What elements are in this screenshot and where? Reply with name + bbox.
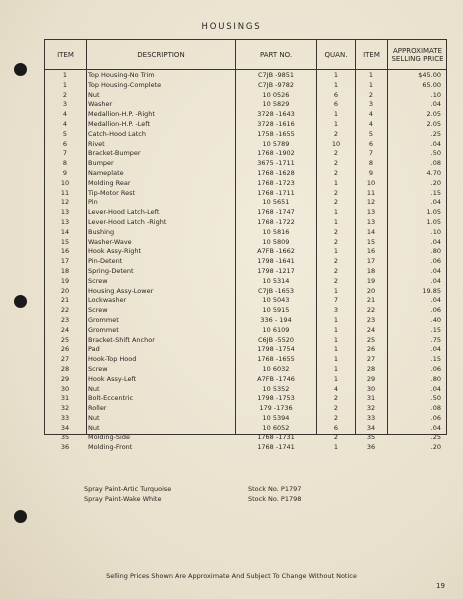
item-cell: 31	[60, 394, 70, 403]
description-cell: Pad	[88, 345, 100, 354]
table-row	[45, 336, 448, 346]
item-ref-cell: 36	[366, 443, 376, 452]
description-cell: Tip-Motor Rest	[88, 188, 136, 197]
price-cell: 1.05	[426, 208, 441, 217]
quantity-cell: 1	[333, 345, 339, 354]
price-cell: .06	[430, 257, 441, 266]
header-part-no: PART NO.	[259, 50, 293, 59]
price-cell: .20	[430, 443, 441, 452]
quantity-cell: 2	[333, 394, 339, 403]
table-row	[45, 306, 448, 316]
part-number-cell: 3728 -1643	[257, 110, 295, 119]
table-row	[45, 345, 448, 355]
description-cell: Grommet	[88, 325, 119, 334]
parts-table	[44, 39, 447, 452]
item-ref-cell: 25	[366, 335, 376, 344]
description-cell: Nut	[88, 413, 100, 422]
part-number-cell: 10 6109	[262, 325, 290, 334]
item-cell: 18	[60, 266, 70, 275]
part-number-cell: 10 6032	[262, 364, 290, 373]
quantity-cell: 2	[333, 404, 339, 413]
price-cell: .50	[430, 149, 441, 158]
part-number-cell: 1768 -1747	[257, 208, 295, 217]
description-cell: Hook Assy-Right	[88, 247, 142, 256]
table-row	[45, 120, 448, 130]
table-row	[45, 414, 448, 424]
price-cell: .04	[430, 296, 441, 305]
part-number-cell: A7FB -1746	[257, 374, 295, 383]
item-ref-cell: 1	[368, 71, 374, 79]
header-item-ref: ITEM	[363, 50, 380, 59]
item-ref-cell: 4	[368, 110, 374, 119]
price-cell: .04	[430, 266, 441, 275]
binder-hole-bottom	[14, 510, 27, 523]
item-ref-cell: 5	[368, 129, 374, 138]
description-cell: Bolt-Eccentric	[88, 394, 134, 403]
quantity-cell: 2	[333, 159, 339, 168]
table-row	[45, 287, 448, 297]
part-number-cell: 1798 -1754	[257, 345, 295, 354]
table-row	[45, 179, 448, 189]
item-cell: 20	[60, 286, 70, 295]
item-ref-cell: 15	[366, 237, 376, 246]
part-number-cell: 1798 -1641	[257, 257, 295, 266]
table-row	[45, 238, 448, 248]
quantity-cell: 1	[333, 119, 339, 128]
quantity-cell: 6	[333, 90, 339, 99]
table-row	[45, 110, 448, 120]
description-cell: Molding-Front	[88, 443, 133, 452]
description-cell: Rivet	[88, 139, 105, 148]
quantity-cell: 2	[333, 227, 339, 236]
item-cell: 24	[60, 325, 70, 334]
item-cell: 34	[60, 423, 70, 432]
part-number-cell: 10 5789	[262, 139, 290, 148]
item-cell: 30	[60, 384, 70, 393]
quantity-cell: 1	[333, 335, 339, 344]
item-ref-cell: 12	[366, 198, 376, 207]
item-cell: 32	[60, 404, 70, 413]
description-cell: Nut	[88, 90, 100, 99]
description-cell: Screw	[88, 276, 108, 285]
item-ref-cell: 10	[366, 178, 376, 187]
table-body	[45, 71, 448, 453]
quantity-cell: 1	[333, 286, 339, 295]
quantity-cell: 1	[333, 374, 339, 383]
table-row	[45, 277, 448, 287]
part-number-cell: 10 5651	[262, 198, 290, 207]
quantity-cell: 1	[333, 208, 339, 217]
header-quantity: QUAN.	[324, 50, 348, 59]
price-cell: .04	[430, 276, 441, 285]
item-ref-cell: 26	[366, 345, 376, 354]
description-cell: Pin	[88, 198, 98, 207]
description-cell: Catch-Hood Latch	[88, 129, 146, 138]
item-ref-cell: 27	[366, 355, 376, 364]
description-cell: Washer-Wave	[88, 237, 132, 246]
description-cell: Nut	[88, 384, 100, 393]
table-row	[45, 375, 448, 385]
description-cell: Bushing	[88, 227, 115, 236]
item-cell: 1	[62, 71, 68, 79]
item-cell: 5	[62, 129, 68, 138]
price-cell: .20	[430, 178, 441, 187]
item-cell: 35	[60, 433, 70, 442]
price-cell: $45.00	[418, 71, 441, 79]
item-cell: 17	[60, 257, 70, 266]
price-cell: .75	[430, 335, 441, 344]
quantity-cell: 7	[333, 296, 339, 305]
item-cell: 2	[62, 90, 68, 99]
header-selling-price: APPROXIMATE SELLING PRICE	[391, 46, 444, 63]
header-item: ITEM	[57, 50, 74, 59]
table-row	[45, 218, 448, 228]
table-row	[45, 404, 448, 414]
quantity-cell: 2	[333, 129, 339, 138]
table-row	[45, 189, 448, 199]
price-cell: .80	[430, 247, 441, 256]
table-row	[45, 267, 448, 277]
price-cell: .15	[430, 355, 441, 364]
part-number-cell: 1768 -1723	[257, 178, 295, 187]
description-cell: Bracket-Bumper	[88, 149, 141, 158]
item-cell: 13	[60, 217, 70, 226]
item-ref-cell: 35	[366, 433, 376, 442]
description-cell: Molding Rear	[88, 178, 131, 187]
item-cell: 4	[62, 110, 68, 119]
table-row	[45, 257, 448, 267]
part-number-cell: 10 0526	[262, 90, 290, 99]
description-cell: Screw	[88, 364, 108, 373]
table-row	[45, 385, 448, 395]
quantity-cell: 1	[333, 364, 339, 373]
table-row	[45, 91, 448, 101]
item-ref-cell: 29	[366, 374, 376, 383]
paint-stock-number: Stock No. P1798	[248, 495, 302, 503]
item-ref-cell: 13	[366, 217, 376, 226]
description-cell: Molding-Side	[88, 433, 130, 442]
paint-description: Spray Paint-Artic Turquoise	[84, 485, 172, 493]
part-number-cell: 1768 -1902	[257, 149, 295, 158]
part-number-cell: C7JB -9782	[257, 80, 294, 89]
table-row	[45, 433, 448, 443]
description-cell: Top Housing-No Trim	[88, 71, 155, 79]
item-cell: 11	[60, 188, 70, 197]
price-cell: .40	[430, 315, 441, 324]
part-number-cell: C6JB -5520	[257, 335, 294, 344]
price-cell: .25	[430, 433, 441, 442]
quantity-cell: 3	[333, 306, 339, 315]
item-ref-cell: 11	[366, 188, 376, 197]
item-ref-cell: 3	[368, 100, 374, 109]
paint-description: Spray Paint-Wake White	[84, 495, 162, 503]
price-cell: .80	[430, 374, 441, 383]
binder-hole-top	[14, 63, 27, 76]
item-ref-cell: 6	[368, 139, 374, 148]
price-cell: .25	[430, 129, 441, 138]
item-ref-cell: 21	[366, 296, 376, 305]
item-cell: 7	[62, 149, 68, 158]
quantity-cell: 2	[333, 188, 339, 197]
part-number-cell: 3675 -1711	[257, 159, 295, 168]
price-cell: 19.85	[422, 286, 441, 295]
quantity-cell: 2	[333, 276, 339, 285]
table-row	[45, 71, 448, 81]
part-number-cell: 1768 -1711	[257, 188, 295, 197]
item-ref-cell: 16	[366, 247, 376, 256]
description-cell: Bracket-Shift Anchor	[88, 335, 155, 344]
quantity-cell: 1	[333, 443, 339, 452]
price-cell: 65.00	[422, 80, 441, 89]
table-row	[45, 208, 448, 218]
price-cell: .06	[430, 413, 441, 422]
item-cell: 21	[60, 296, 70, 305]
description-cell: Bumper	[88, 159, 114, 168]
table-row	[45, 247, 448, 257]
item-ref-cell: 20	[366, 286, 376, 295]
description-cell: Screw	[88, 306, 108, 315]
part-number-cell: 3728 -1616	[257, 119, 295, 128]
quantity-cell: 2	[333, 257, 339, 266]
description-cell: Nameplate	[88, 168, 124, 177]
part-number-cell: 1758 -1655	[257, 129, 295, 138]
item-ref-cell: 30	[366, 384, 376, 393]
description-cell: Top Housing-Complete	[88, 80, 162, 89]
description-cell: Spring-Detent	[88, 266, 134, 275]
description-cell: Hook Assy-Left	[88, 374, 137, 383]
item-ref-cell: 32	[366, 404, 376, 413]
quantity-cell: 1	[333, 178, 339, 187]
price-cell: .15	[430, 188, 441, 197]
price-cell: .04	[430, 100, 441, 109]
item-cell: 29	[60, 374, 70, 383]
table-row	[45, 81, 448, 91]
price-cell: .15	[430, 325, 441, 334]
item-ref-cell: 17	[366, 257, 376, 266]
quantity-cell: 2	[333, 198, 339, 207]
page-number: 19	[436, 582, 445, 590]
price-cell: .04	[430, 384, 441, 393]
item-cell: 36	[60, 443, 70, 452]
table-row	[45, 424, 448, 434]
table-row	[45, 228, 448, 238]
item-cell: 13	[60, 208, 70, 217]
item-ref-cell: 23	[366, 315, 376, 324]
description-cell: Hook-Top Hood	[88, 355, 137, 364]
quantity-cell: 1	[333, 355, 339, 364]
price-cell: 1.05	[426, 217, 441, 226]
item-cell: 23	[60, 315, 70, 324]
item-ref-cell: 4	[368, 119, 374, 128]
binder-hole-middle	[14, 295, 27, 308]
table-row	[45, 365, 448, 375]
price-cell: 2.05	[426, 119, 441, 128]
price-cell: .04	[430, 423, 441, 432]
description-cell: Washer	[88, 100, 113, 109]
price-cell: .04	[430, 237, 441, 246]
item-cell: 4	[62, 119, 68, 128]
item-cell: 6	[62, 139, 68, 148]
part-number-cell: 10 6052	[262, 423, 290, 432]
price-cell: .04	[430, 198, 441, 207]
table-row	[45, 394, 448, 404]
quantity-cell: 1	[333, 71, 339, 79]
part-number-cell: 10 5915	[262, 306, 290, 315]
part-number-cell: 1768 -1731	[257, 433, 295, 442]
item-ref-cell: 18	[366, 266, 376, 275]
table-row	[45, 130, 448, 140]
part-number-cell: 1768 -1722	[257, 217, 295, 226]
item-cell: 8	[62, 159, 68, 168]
item-ref-cell: 22	[366, 306, 376, 315]
table-row	[45, 140, 448, 150]
part-number-cell: 1798 -1217	[257, 266, 295, 275]
price-cell: .10	[430, 90, 441, 99]
price-cell: .04	[430, 345, 441, 354]
quantity-cell: 2	[333, 168, 339, 177]
quantity-cell: 6	[333, 100, 339, 109]
item-cell: 28	[60, 364, 70, 373]
table-row	[45, 296, 448, 306]
price-cell: .08	[430, 159, 441, 168]
part-number-cell: 10 5816	[262, 227, 290, 236]
table-row	[45, 159, 448, 169]
part-number-cell: C7JB -9851	[257, 71, 294, 79]
header-description: DESCRIPTION	[137, 50, 185, 59]
quantity-cell: 2	[333, 266, 339, 275]
table-row	[45, 100, 448, 110]
table-row	[45, 443, 448, 453]
price-cell: .04	[430, 139, 441, 148]
item-ref-cell: 24	[366, 325, 376, 334]
price-cell: 2.05	[426, 110, 441, 119]
price-disclaimer: Selling Prices Shown Are Approximate And Subject To Change Without Notice	[106, 572, 357, 580]
part-number-cell: 1768 -1741	[257, 443, 295, 452]
page-title: HOUSINGS	[201, 22, 262, 32]
item-ref-cell: 8	[368, 159, 374, 168]
paint-line	[84, 494, 414, 504]
quantity-cell: 1	[333, 325, 339, 334]
item-ref-cell: 31	[366, 394, 376, 403]
part-number-cell: 10 5829	[262, 100, 290, 109]
item-ref-cell: 2	[368, 90, 374, 99]
quantity-cell: 4	[333, 384, 339, 393]
quantity-cell: 1	[333, 315, 339, 324]
item-cell: 10	[60, 178, 70, 187]
description-cell: Housing Assy-Lower	[88, 286, 154, 295]
part-number-cell: 336 - 194	[260, 315, 292, 324]
quantity-cell: 1	[333, 110, 339, 119]
description-cell: Lockwasher	[88, 296, 127, 305]
item-cell: 12	[60, 198, 70, 207]
part-number-cell: 1768 -1628	[257, 168, 295, 177]
quantity-cell: 1	[333, 80, 339, 89]
item-cell: 9	[62, 168, 68, 177]
price-cell: .50	[430, 394, 441, 403]
item-cell: 3	[62, 100, 68, 109]
part-number-cell: 1768 -1655	[257, 355, 295, 364]
item-ref-cell: 28	[366, 364, 376, 373]
quantity-cell: 6	[333, 423, 339, 432]
part-number-cell: 1798 -1753	[257, 394, 295, 403]
quantity-cell: 2	[333, 149, 339, 158]
quantity-cell: 2	[333, 433, 339, 442]
price-cell: .06	[430, 364, 441, 373]
item-cell: 27	[60, 355, 70, 364]
price-cell: 4.70	[426, 168, 441, 177]
part-number-cell: 179 -1736	[259, 404, 293, 413]
table-row	[45, 169, 448, 179]
item-cell: 22	[60, 306, 70, 315]
description-cell: Medallion-H.P. -Right	[88, 110, 155, 119]
quantity-cell: 10	[331, 139, 341, 148]
quantity-cell: 2	[333, 237, 339, 246]
item-ref-cell: 19	[366, 276, 376, 285]
table-row	[45, 198, 448, 208]
item-cell: 33	[60, 413, 70, 422]
part-number-cell: 10 5314	[262, 276, 290, 285]
part-number-cell: 10 5394	[262, 413, 290, 422]
price-cell: .10	[430, 227, 441, 236]
item-ref-cell: 34	[366, 423, 376, 432]
item-cell: 1	[62, 80, 68, 89]
description-cell: Pin-Detent	[88, 257, 123, 266]
paint-stock-number: Stock No. P1797	[248, 485, 302, 493]
price-cell: .08	[430, 404, 441, 413]
item-ref-cell: 9	[368, 168, 374, 177]
item-cell: 26	[60, 345, 70, 354]
table-row	[45, 149, 448, 159]
item-ref-cell: 1	[368, 80, 374, 89]
item-ref-cell: 14	[366, 227, 376, 236]
header-divider	[45, 69, 446, 70]
description-cell: Medallion-H.P. -Left	[88, 119, 151, 128]
description-cell: Nut	[88, 423, 100, 432]
description-cell: Grommet	[88, 315, 119, 324]
item-cell: 15	[60, 237, 70, 246]
table-row	[45, 355, 448, 365]
description-cell: Lever-Hood Latch -Right	[88, 217, 167, 226]
quantity-cell: 2	[333, 413, 339, 422]
quantity-cell: 1	[333, 217, 339, 226]
part-number-cell: C7JB -1653	[257, 286, 294, 295]
paint-line	[84, 484, 414, 494]
part-number-cell: A7FB -1662	[257, 247, 295, 256]
description-cell: Roller	[88, 404, 107, 413]
item-cell: 25	[60, 335, 70, 344]
part-number-cell: 10 5809	[262, 237, 290, 246]
price-cell: .06	[430, 306, 441, 315]
item-cell: 14	[60, 227, 70, 236]
table-row	[45, 326, 448, 336]
part-number-cell: 10 5352	[262, 384, 290, 393]
item-cell: 16	[60, 247, 70, 256]
item-ref-cell: 7	[368, 149, 374, 158]
table-row	[45, 316, 448, 326]
item-cell: 19	[60, 276, 70, 285]
part-number-cell: 10 5043	[262, 296, 290, 305]
item-ref-cell: 33	[366, 413, 376, 422]
description-cell: Lever-Hood Latch-Left	[88, 208, 160, 217]
quantity-cell: 1	[333, 247, 339, 256]
item-ref-cell: 13	[366, 208, 376, 217]
